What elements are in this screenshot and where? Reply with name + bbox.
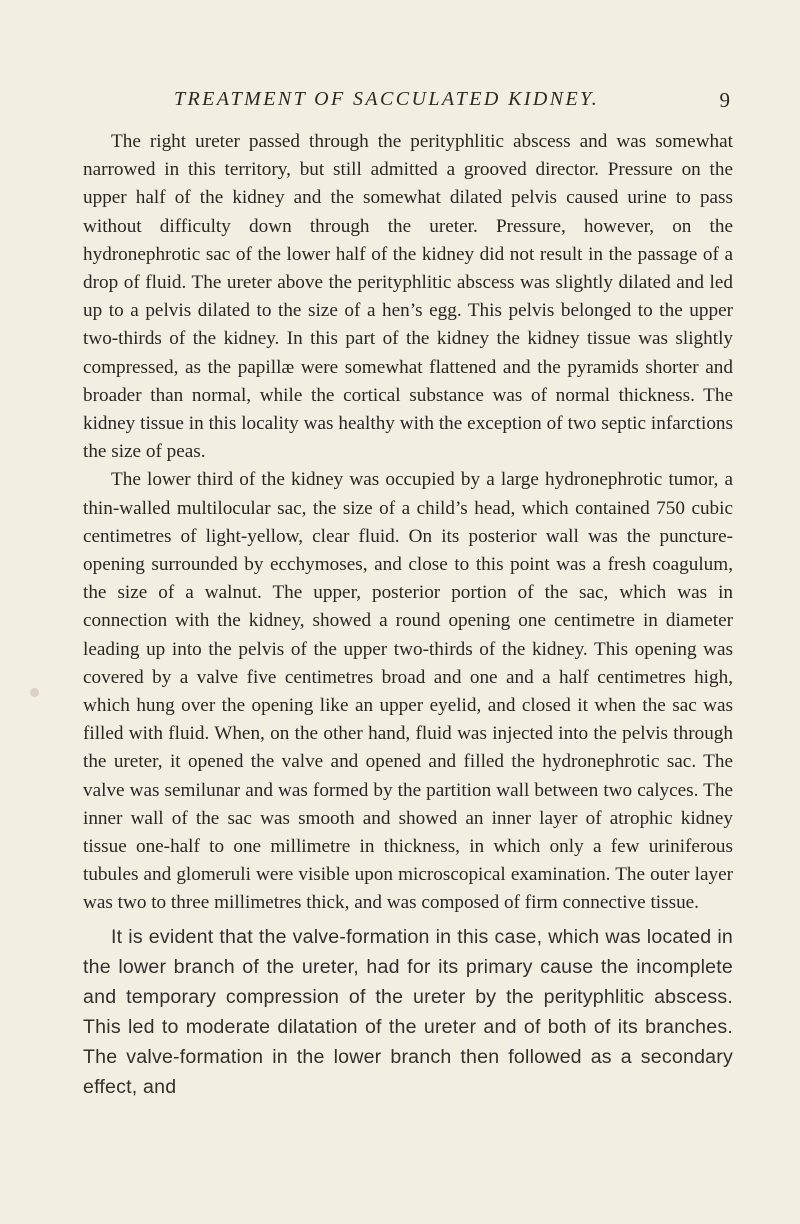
paragraph-valve-formation: It is evident that the valve-formation in this case, which was located in the lower branch of the ureter, had for its primary cause the incomplete and temporary compression of the ureter by the perityphlitic abscess. This led to moderate dilatation of the ureter and of both of its branches. The valve-formation in the lower branch then followed as a secondary effect, and — [83, 925, 733, 1098]
body-text — [83, 128, 733, 1102]
running-head — [90, 88, 730, 118]
paper-stain — [30, 688, 39, 697]
paragraph-hydronephrotic-tumor: The lower third of the kidney was occupied by a large hydronephrotic tumor, a thin-walled multilocular sac, the size of a child’s head, which contained 750 cubic centimetres of light-yellow, clear fluid. On its posterior wall was the puncture-opening surrounded by ecchymoses, and close to this point was a fresh coagulum, the size of a walnut. The upper, posterior portion of the sac, which was in connection with the kidney, showed a round opening one centimetre in diameter leading up into the pelvis of the upper two-thirds of the kidney. This opening was covered by a valve five centimetres broad and one and a half centimetres high, which hung over the opening like an upper eyelid, and closed it when the sac was filled with fluid. When, on the other hand, fluid was injected into the pelvis through the ureter, it opened the valve and opened and filled the hydronephrotic sac. The valve was semilunar and was formed by the partition wall between two calyces. The inner wall of the sac was smooth and showed an inner layer of atrophic kidney tissue one-half to one millimetre in thickness, in which only a few uriniferous tubules and glomeruli were visible upon microscopical examination. The outer layer was two to three millimetres thick, and was composed of firm connective tissue. — [83, 469, 733, 914]
page-number: 9 — [719, 88, 730, 112]
paragraph-ureter-findings: The right ureter passed through the perityphlitic abscess and was somewhat narrowed in this territory, but still admitted a grooved director. Pressure on the upper half of the kidney and the somewhat dilated pelvis caused urine to pass without difficulty down through the ureter. Pressure, however, on the hydronephrotic sac of the lower half of the kidney did not result in the passage of a drop of fluid. The ureter above the perityphlitic abscess was slightly dilated and led up to a pelvis dilated to the size of a hen’s egg. This pelvis belonged to the upper two-thirds of the kidney. In this part of the kidney the kidney tissue was slightly compressed, as the papillæ were somewhat flattened and the pyramids shorter and broader than normal, while the cortical substance was of normal thickness. The kidney tissue in this locality was healthy with the exception of two septic infarctions the size of peas. — [83, 131, 733, 463]
running-title: TREATMENT OF SACCULATED KIDNEY. — [174, 88, 600, 110]
